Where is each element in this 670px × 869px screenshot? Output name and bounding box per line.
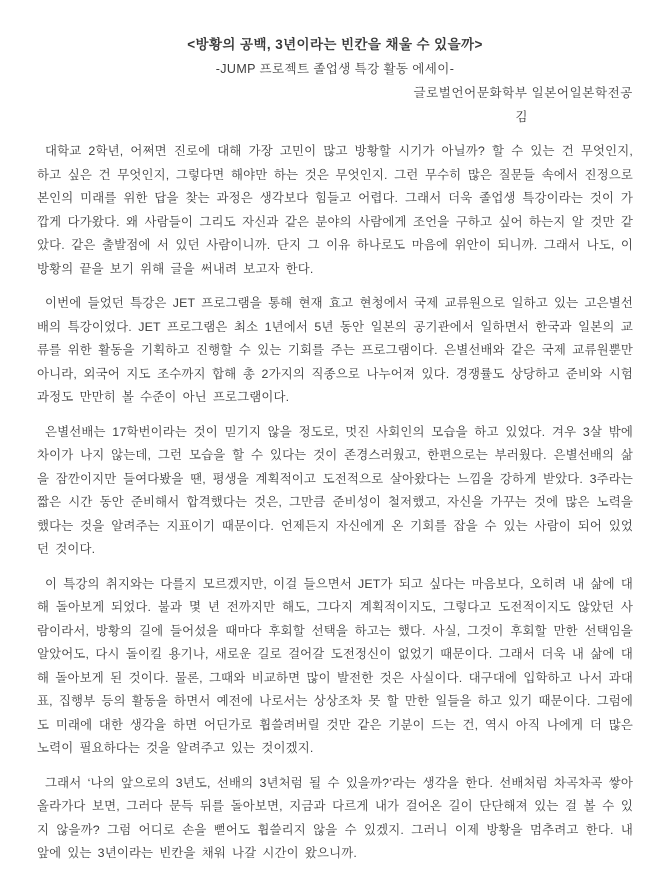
essay-title: <방황의 공백, 3년이라는 빈칸을 채울 수 있을까> xyxy=(187,37,483,52)
essay-paragraph: 은별선배는 17학번이라는 것이 믿기지 않을 정도로, 멋진 사회인의 모습을 하고 있었다. 겨우 3살 밖에 차이가 나지 않는데, 그런 모습을 할 수 있다는 것이 존경스러웠고, 한편으로는 부러웠다. 은별선배의 삶을 잠깐이지만 들여다봤을 땐, 평생을 계획적이고 도전적으로 살아왔다는 느낌을 강하게 받았다. 3주라는 짧은 시간 동안 준비해서 합격했다는 것은, 그만큼 준비성이 철저했고, 자신을 가꾸는 것에 많은 노력을 했다는 것을 알려주는 지표이기 때문이다. 언제든지 자신에게 온 기회를 잡을 수 있는 사람이 되어 있었던 것이다. xyxy=(37,424,633,556)
essay-body xyxy=(37,140,633,866)
essay-subtitle: -JUMP 프로젝트 졸업생 특강 활동 에세이- xyxy=(215,62,455,76)
essay-paragraph: 이번에 들었던 특강은 JET 프로그램을 통해 현재 효고 현청에서 국제 교류원으로 일하고 있는 고은별선배의 특강이었다. JET 프로그램은 최소 1년에서 5년 동안 일본의 공기관에서 일하면서 한국과 일본의 교류를 위한 활동을 기획하고 진행할 수 있는 기회를 주는 프로그램이다. 은별선배와 같은 국제 교류원뿐만 아니라, 외국어 지도 조수까지 합해 총 2가지의 직종으로 나누어져 있다. 경쟁률도 상당하고 준비와 시험 과정도 만만히 볼 수준이 아닌 프로그램이다. xyxy=(37,296,633,404)
essay-paragraph: 이 특강의 취지와는 다를지 모르겠지만, 이걸 들으면서 JET가 되고 싶다는 마음보다, 오히려 내 삶에 대해 돌아보게 되었다. 불과 몇 년 전까지만 해도, 그다지 계획적이지도, 그렇다고 도전적이지도 않았던 사람이라서, 방황의 길에 들어섰을 때마다 후회할 선택을 하고는 했다. 사실, 그것이 후회할 만한 선택임을 알았어도, 다시 돌이킬 용기나, 새로운 길로 걸어갈 도전정신이 없었기 때문이다. 그래서 더욱 내 삶에 대해 돌아보게 된 것이다. 물론, 그때와 비교하면 많이 발전한 것은 사실이다. 대구대에 입학하고 나서 과대표, 집행부 등의 활동을 하면서 예전에 나로서는 상상조차 못 할 만한 일들을 하고 있기 때문이다. 그럼에도 미래에 대한 생각을 하면 어딘가로 휩쓸려버릴 것만 같은 기분이 드는 건, 역시 아직 나에게 더 많은 노력이 필요하다는 것을 알려주고 있는 것이겠지. xyxy=(37,576,633,755)
byline-affiliation: 글로벌언어문화학부 일본어일본학전공 xyxy=(413,86,633,100)
byline-author-name: 김 xyxy=(515,110,528,124)
essay-paragraph: 그래서 ‘나의 앞으로의 3년도, 선배의 3년처럼 될 수 있을까?’라는 생각을 한다. 선배처럼 차곡차곡 쌓아 올라가다 보면, 그러다 문득 뒤를 돌아보면, 지금과 다르게 내가 걸어온 길이 단단해져 있는 걸 볼 수 있지 않을까? 그럼 어디로 손을 뻗어도 휩쓸리지 않을 수 있겠지. 그러니 이제 방황을 멈추려고 한다. 내 앞에 있는 3년이라는 빈칸을 채워 나갈 시간이 왔으니까. xyxy=(37,775,633,860)
essay-paragraph: 대학교 2학년, 어쩌면 진로에 대해 가장 고민이 많고 방황할 시기가 아닐까? 할 수 있는 건 무엇인지, 하고 싶은 건 무엇인지, 그렇다면 해야만 하는 것은 무엇인지. 그런 무수히 많은 질문들 속에서 진정으로 본인의 미래를 위한 답을 찾는 과정은 생각보다 힘들고 어렵다. 그래서 더욱 졸업생 특강이라는 것이 가깝게 다가왔다. 왜 사람들이 그리도 자신과 같은 분야의 사람에게 조언을 구하고 싶어 하는지 알 것만 같았다. 같은 출발점에 서 있던 사람이니까. 단지 그 이유 하나로도 마음에 위안이 되니까. 그래서 나도, 이 방황의 끝을 보기 위해 글을 써내려 보고자 한다. xyxy=(37,144,633,276)
